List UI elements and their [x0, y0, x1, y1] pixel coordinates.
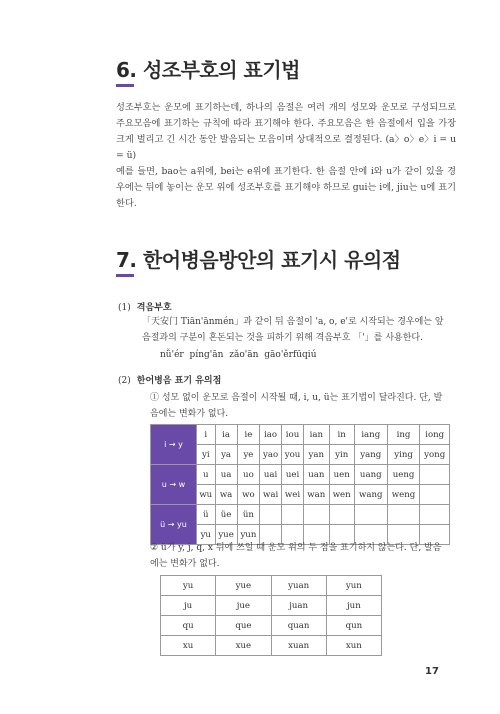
table-cell: uai [260, 465, 282, 485]
table-cell: yu [161, 576, 216, 596]
table-cell: xue [216, 636, 271, 656]
subsection-1-heading [118, 300, 172, 313]
table-cell: ie [237, 425, 260, 445]
note-2 [150, 540, 450, 572]
table-cell [260, 505, 282, 525]
table-cell: uan [304, 465, 329, 485]
table-cell: jue [216, 596, 271, 616]
subsection-2-title: 한어병음 표기 유의점 [136, 376, 222, 386]
table-cell [354, 505, 387, 525]
note-1 [150, 390, 450, 422]
table-cell: ün [237, 505, 260, 525]
table-cell: u [197, 465, 216, 485]
table-row [151, 505, 450, 525]
pinyin-spelling-table [150, 424, 450, 545]
table-cell: wen [329, 485, 354, 505]
table-cell: yang [354, 445, 387, 465]
subsection-2-heading [118, 373, 221, 386]
table-cell [281, 505, 303, 525]
table-row [151, 465, 450, 485]
table-cell: wei [281, 485, 303, 505]
table-cell: yao [260, 445, 282, 465]
table-cell: yong [420, 445, 450, 465]
table-cell: in [329, 425, 354, 445]
table-cell [304, 505, 329, 525]
subsection-2-number: (2) [118, 376, 131, 386]
section-6-body [116, 100, 456, 212]
table-cell: ya [215, 445, 237, 465]
table-cell: yan [304, 445, 329, 465]
table-cell: jun [326, 596, 381, 616]
table-row [151, 425, 450, 445]
table-cell [420, 465, 450, 485]
table-cell: uo [237, 465, 260, 485]
table-cell: üe [215, 505, 237, 525]
table-cell: uang [354, 465, 387, 485]
table-cell: wang [354, 485, 387, 505]
table-cell: wai [260, 485, 282, 505]
u-dots-omission-table [160, 575, 382, 656]
table-row [161, 636, 382, 656]
table-cell: qu [161, 616, 216, 636]
table-cell: xu [161, 636, 216, 656]
table-cell: yuan [271, 576, 326, 596]
table-cell: yue [215, 525, 237, 545]
subsection-1-title: 격음부호 [136, 303, 172, 313]
table-cell: ü [197, 505, 216, 525]
group-label: ü → yu [151, 505, 197, 545]
section-6-paragraph-1: 성조부호는 운모에 표기하는데, 하나의 음절은 여러 개의 성모와 운모로 구성되므로 주요모음에 표기하는 규칙에 따라 표기해야 한다. 주요모음은 한 음절에서 입을 가장 크게 벌리고 긴 시간 동안 발음되는 모음이며 상대적으로 결정된다. (a〉o〉e〉i = u = ü) [116, 102, 456, 161]
table-cell [420, 485, 450, 505]
table-cell: quan [271, 616, 326, 636]
table-cell: ua [215, 465, 237, 485]
section-6-accent-bar [116, 84, 134, 87]
table-cell: ju [161, 596, 216, 616]
table-cell: wa [215, 485, 237, 505]
group-label: i → y [151, 425, 197, 465]
table-row [161, 596, 382, 616]
table-cell: ia [215, 425, 237, 445]
table-cell: uei [281, 465, 303, 485]
table-cell: wo [237, 485, 260, 505]
table-cell: ian [304, 425, 329, 445]
group-label: u → w [151, 465, 197, 505]
table-cell: yun [237, 525, 260, 545]
table-cell: xuan [271, 636, 326, 656]
table-cell: xun [326, 636, 381, 656]
subsection-1-body [142, 314, 454, 346]
table-cell: yin [329, 445, 354, 465]
table-cell: wan [304, 485, 329, 505]
table-cell: wu [197, 485, 216, 505]
note-1-text: ① 성모 없이 운모로 음절이 시작될 때, i, u, ü는 표기법이 달라진다. 단, 발음에는 변화가 없다. [150, 393, 443, 419]
section-6-paragraph-2: 예를 들면, bao는 a위에, bei는 e위에 표기한다. 한 음절 안에 i와 u가 같이 있을 경우에는 뒤에 놓이는 운모 위에 성조부호를 표기해야 하므로 gui는 i에, jiu는 u에 표기한다. [116, 166, 456, 209]
table-cell [420, 505, 450, 525]
table-cell: weng [387, 485, 420, 505]
subsection-1-number: (1) [118, 303, 131, 313]
note-2-text: ② ü가 y, j, q, x 뒤에 쓰일 때 운모 위의 두 점을 표기하지 않는다. 단, 발음에는 변화가 없다. [150, 543, 442, 569]
table-cell [329, 505, 354, 525]
subsection-1-text: 「天安门 Tiān'ānmén」과 같이 뒤 음절이 'a, o, e'로 시작되는 경우에는 앞 음절과의 구분이 혼돈되는 것을 피하기 위해 격음부호 「'」를 사용한다. [142, 317, 444, 343]
table-cell: que [216, 616, 271, 636]
section-7-title: 7. 한어병음방안의 표기시 유의점 [116, 248, 401, 272]
page-number: 17 [425, 666, 439, 677]
table-cell: ueng [387, 465, 420, 485]
table-cell: you [281, 445, 303, 465]
table-cell: iao [260, 425, 282, 445]
table-cell: iang [354, 425, 387, 445]
section-6-title: 6. 성조부호의 표기법 [116, 58, 300, 82]
table-cell [387, 505, 420, 525]
subsection-1-examples: nǚ'ér píng'ān zǎo'ān gāo'ěrfūqiú [160, 350, 317, 360]
table-row [161, 576, 382, 596]
table-cell: qun [326, 616, 381, 636]
table-cell: yu [197, 525, 216, 545]
table-cell: ying [387, 445, 420, 465]
table-cell: uen [329, 465, 354, 485]
table-cell: i [197, 425, 216, 445]
section-7-accent-bar [116, 274, 134, 277]
table-cell: yue [216, 576, 271, 596]
table-cell: iong [420, 425, 450, 445]
table-row [161, 616, 382, 636]
table-cell: yi [197, 445, 216, 465]
table-cell: ye [237, 445, 260, 465]
table-cell: ing [387, 425, 420, 445]
table-cell: iou [281, 425, 303, 445]
table-cell: juan [271, 596, 326, 616]
table-cell: yun [326, 576, 381, 596]
